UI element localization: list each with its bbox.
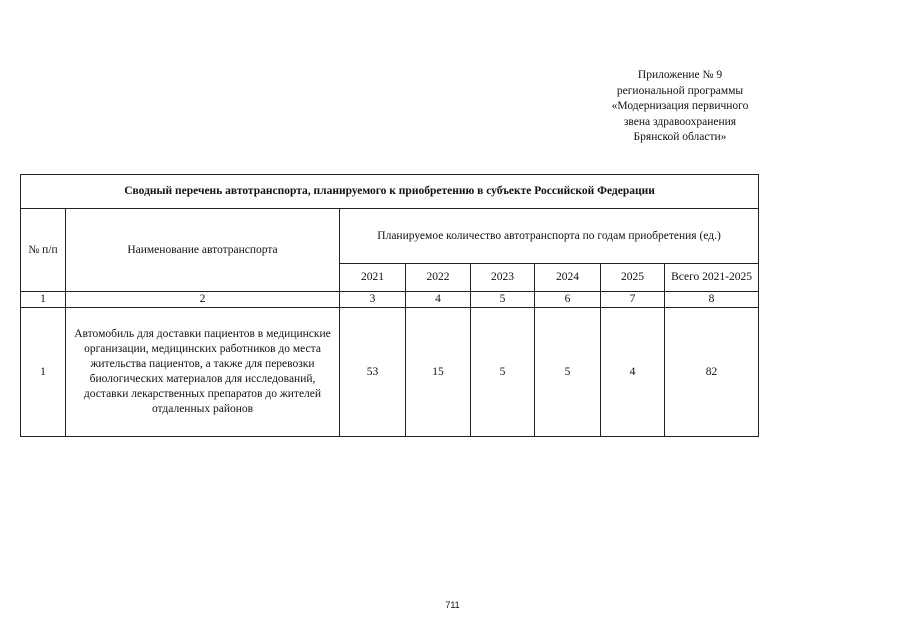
column-number: 5 [471, 292, 535, 308]
header-total: Всего 2021-2025 [665, 264, 759, 292]
column-number: 1 [21, 292, 66, 308]
year-value: 5 [471, 308, 535, 437]
year-value: 53 [340, 308, 406, 437]
header-year: 2022 [406, 264, 471, 292]
header-year: 2021 [340, 264, 406, 292]
column-number: 3 [340, 292, 406, 308]
column-number: 6 [535, 292, 601, 308]
vehicle-summary-table [20, 174, 759, 437]
appendix-line: Приложение № 9 [637, 69, 723, 81]
header-year: 2024 [535, 264, 601, 292]
column-numbers-row [21, 292, 759, 308]
year-value: 5 [535, 308, 601, 437]
header-name: Наименование автотранспорта [66, 209, 340, 292]
header-year: 2023 [471, 264, 535, 292]
row-number: 1 [21, 308, 66, 437]
appendix-header [590, 68, 770, 146]
table-title: Сводный перечень автотранспорта, планируемого к приобретению в субъекте Российской Федерации [21, 175, 759, 209]
table-row [21, 308, 759, 437]
appendix-line: звена здравоохранения [623, 115, 737, 128]
column-number: 8 [665, 292, 759, 308]
column-number: 2 [66, 292, 340, 308]
vehicle-name: Автомобиль для доставки пациентов в медицинские организации, медицинских работников до места жительства пациентов, а также для перевозки биологических материалов для исследований, доставки лекарственных препаратов до жителей отдаленных районов [66, 308, 340, 437]
header-year: 2025 [601, 264, 665, 292]
appendix-line: «Модернизация первичного [611, 100, 749, 112]
total-value: 82 [665, 308, 759, 437]
year-value: 4 [601, 308, 665, 437]
year-value: 15 [406, 308, 471, 437]
appendix-line: региональной программы [616, 84, 744, 97]
page-number: 711 [445, 600, 460, 610]
header-planned-quantity: Планируемое количество автотранспорта по годам приобретения (ед.) [340, 209, 759, 264]
column-number: 4 [406, 292, 471, 308]
header-number: № п/п [21, 209, 66, 292]
appendix-line: Брянской области» [633, 131, 727, 143]
column-number: 7 [601, 292, 665, 308]
